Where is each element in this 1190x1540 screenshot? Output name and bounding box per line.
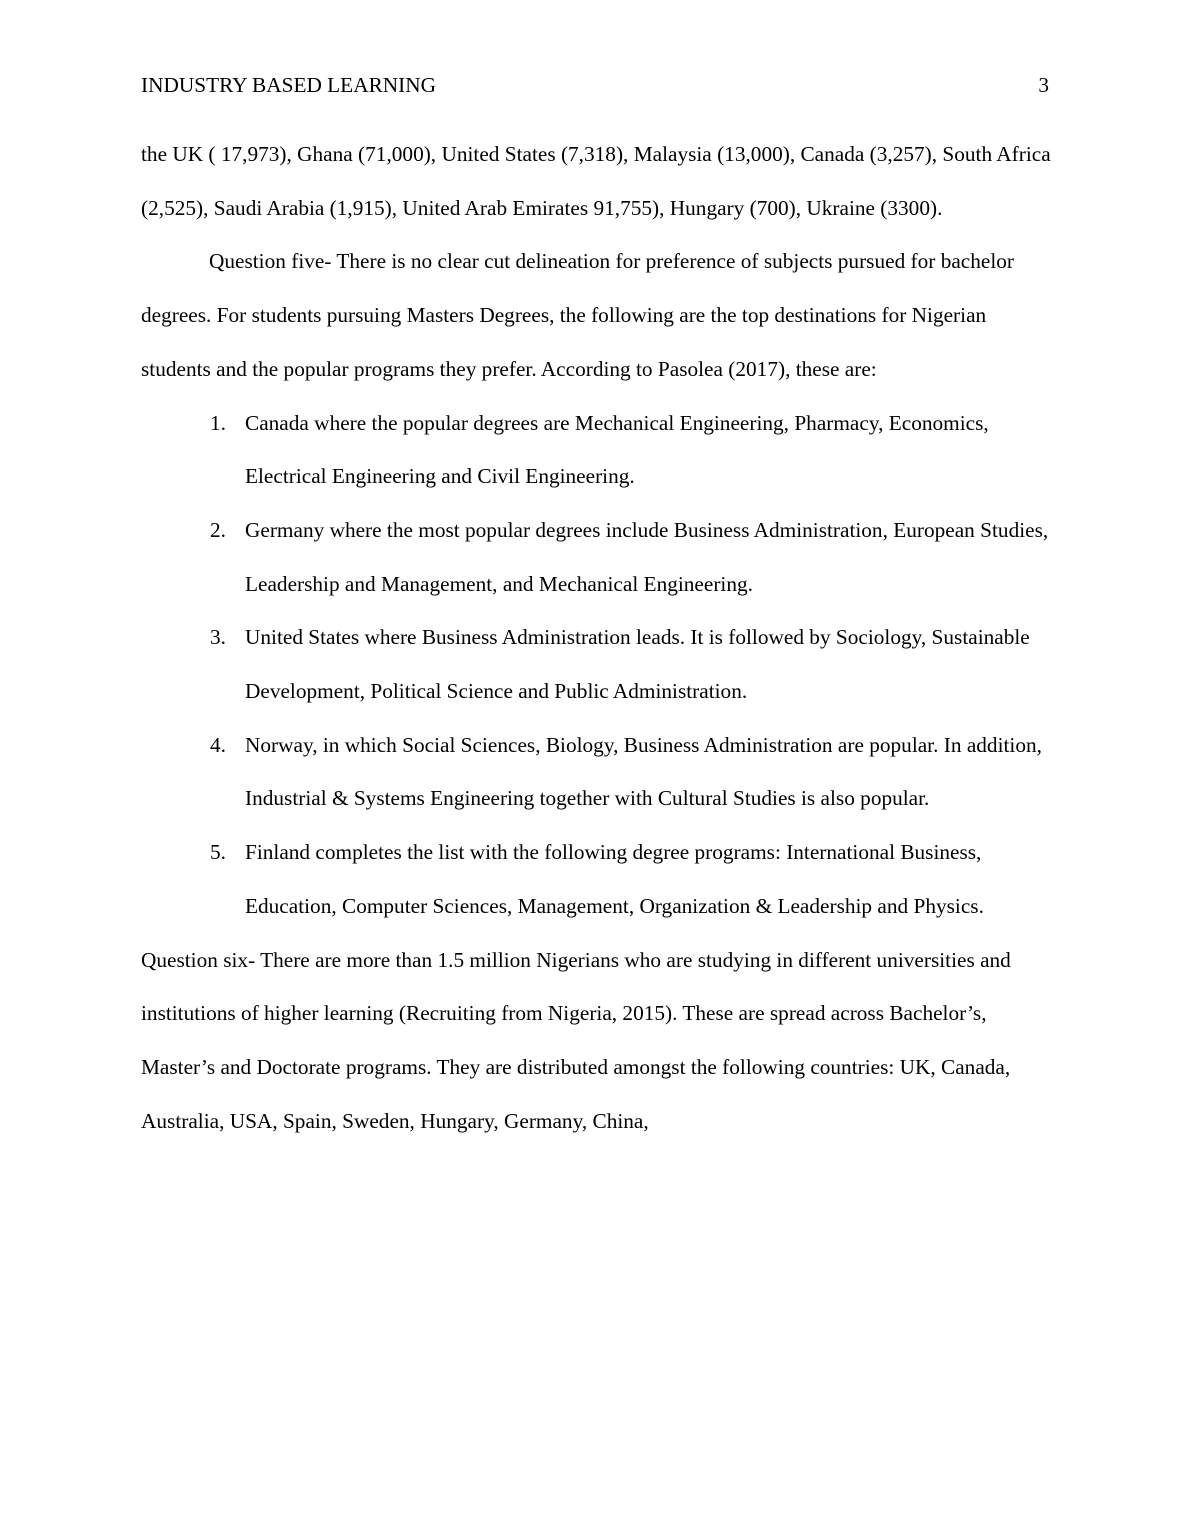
destination-list <box>141 397 1051 934</box>
page-number: 3 <box>1038 73 1049 97</box>
paragraph-country-counts: the UK ( 17,973), Ghana (71,000), United States (7,318), Malaysia (13,000), Canada (3,257), South Africa (2,525), Saudi Arabia (1,915), United Arab Emirates 91,755), Hungary (700), Ukraine (3300). <box>141 142 1051 220</box>
list-item-number: 1. <box>210 410 226 435</box>
list-item-text: Norway, in which Social Sciences, Biology, Business Administration are popular. In addition, Industrial & Systems Engineering together with Cultural Studies is also popular. <box>245 732 1042 811</box>
list-item-text: Germany where the most popular degrees include Business Administration, European Studies, Leadership and Management, and Mechanical Engineering. <box>245 517 1049 596</box>
list-item-text: Finland completes the list with the following degree programs: International Business, Education, Computer Sciences, Management, Organization & Leadership and Physics. <box>245 840 984 918</box>
running-head: INDUSTRY BASED LEARNING <box>141 73 437 97</box>
list-item-text: Canada where the popular degrees are Mechanical Engineering, Pharmacy, Economics, Electrical Engineering and Civil Engineering. <box>245 410 989 489</box>
list-item <box>141 611 1051 718</box>
list-item <box>141 719 1051 826</box>
page-header <box>141 70 1049 100</box>
list-item-number: 2. <box>210 517 226 542</box>
list-item <box>141 504 1051 611</box>
paragraph-question-five: Question five- There is no clear cut delineation for preference of subjects pursued for bachelor degrees. For students pursuing Masters Degrees, the following are the top destinations for Nigerian students and the popular programs they prefer. According to Pasolea (2017), these are: <box>141 249 1015 381</box>
document-body <box>141 128 1051 1148</box>
list-item <box>141 826 1051 933</box>
list-item-number: 3. <box>210 625 226 650</box>
list-item-number: 4. <box>210 732 226 757</box>
list-item-number: 5. <box>210 840 226 865</box>
list-item <box>141 397 1051 504</box>
list-item-text: United States where Business Administration leads. It is followed by Sociology, Sustainable Development, Political Science and Public Administration. <box>245 625 1030 704</box>
paragraph-question-six: Question six- There are more than 1.5 million Nigerians who are studying in different universities and institutions of higher learning (Recruiting from Nigeria, 2015). These are spread across Bachelor’s, Master’s and Doctorate programs. They are distributed amongst the following countries: UK, Canada, Australia, USA, Spain, Sweden, Hungary, Germany, China, <box>141 947 1011 1133</box>
